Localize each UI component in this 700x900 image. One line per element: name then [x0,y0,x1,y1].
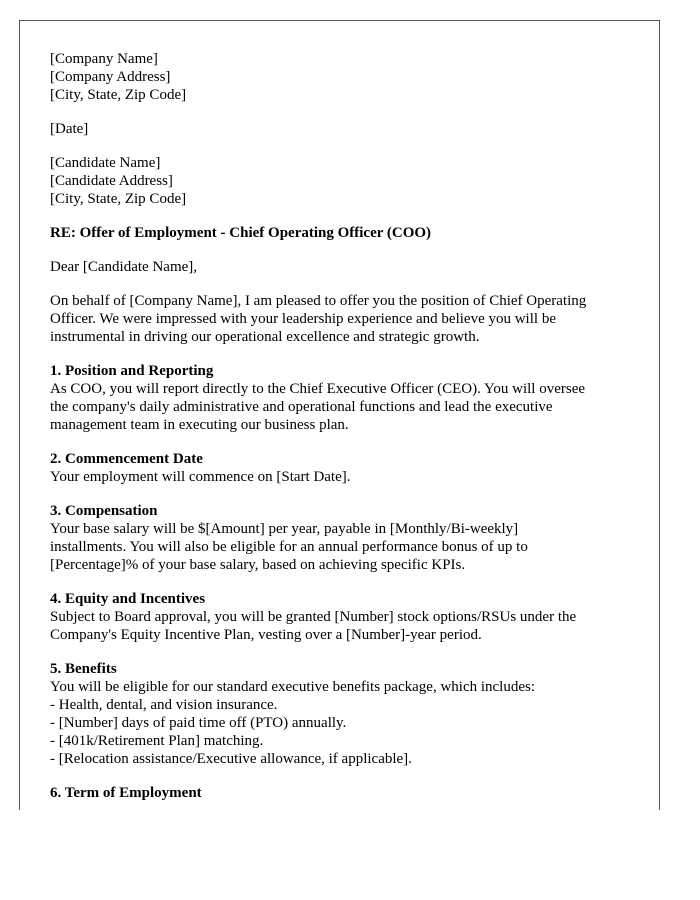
section-line: Your base salary will be $[Amount] per year, payable in [Monthly/Bi-weekly] [50,521,519,537]
sender-company-name: [Company Name] [50,51,158,67]
section-position-reporting [50,362,640,434]
sender-city-state-zip: [City, State, Zip Code] [50,87,187,103]
letter-content [50,50,640,802]
letter-date: [Date] [50,121,89,137]
section-line: Subject to Board approval, you will be granted [Number] stock options/RSUs under the [50,609,577,625]
section-heading: 5. Benefits [50,661,117,677]
section-heading: 3. Compensation [50,503,158,519]
section-line: Your employment will commence on [Start Date]. [50,469,351,485]
benefit-list-item: - [Number] days of paid time off (PTO) annually. [50,715,347,731]
section-heading: 6. Term of Employment [50,785,202,801]
section-line: management team in executing our business plan. [50,417,349,433]
letter-page [19,20,660,810]
section-equity-incentives [50,590,640,644]
intro-line: instrumental in driving our operational excellence and strategic growth. [50,329,480,345]
recipient-city-state-zip: [City, State, Zip Code] [50,191,187,207]
section-line: As COO, you will report directly to the Chief Executive Officer (CEO). You will oversee [50,381,586,397]
intro-line: On behalf of [Company Name], I am pleased to offer you the position of Chief Operating [50,293,587,309]
benefit-list-item: - [Relocation assistance/Executive allowance, if applicable]. [50,751,412,767]
section-compensation [50,502,640,574]
recipient-address-block [50,154,640,208]
benefit-list-item: - [401k/Retirement Plan] matching. [50,733,264,749]
intro-paragraph [50,292,640,346]
section-heading: 2. Commencement Date [50,451,203,467]
section-benefits [50,660,640,768]
sender-company-address: [Company Address] [50,69,171,85]
section-line: the company's daily administrative and operational functions and lead the executive [50,399,553,415]
section-line: [Percentage]% of your base salary, based on achieving specific KPIs. [50,557,466,573]
section-heading: 4. Equity and Incentives [50,591,206,607]
section-term-of-employment [50,784,640,802]
subject-line: RE: Offer of Employment - Chief Operating Officer (COO) [50,225,432,241]
intro-line: Officer. We were impressed with your leadership experience and believe you will be [50,311,556,327]
section-heading: 1. Position and Reporting [50,363,214,379]
recipient-name: [Candidate Name] [50,155,161,171]
sender-address-block [50,50,640,104]
salutation: Dear [Candidate Name], [50,259,198,275]
benefit-list-item: - Health, dental, and vision insurance. [50,697,278,713]
section-line: installments. You will also be eligible for an annual performance bonus of up to [50,539,528,555]
section-line: Company's Equity Incentive Plan, vesting over a [Number]-year period. [50,627,482,643]
section-commencement-date [50,450,640,486]
section-line: You will be eligible for our standard executive benefits package, which includes: [50,679,536,695]
recipient-address: [Candidate Address] [50,173,173,189]
